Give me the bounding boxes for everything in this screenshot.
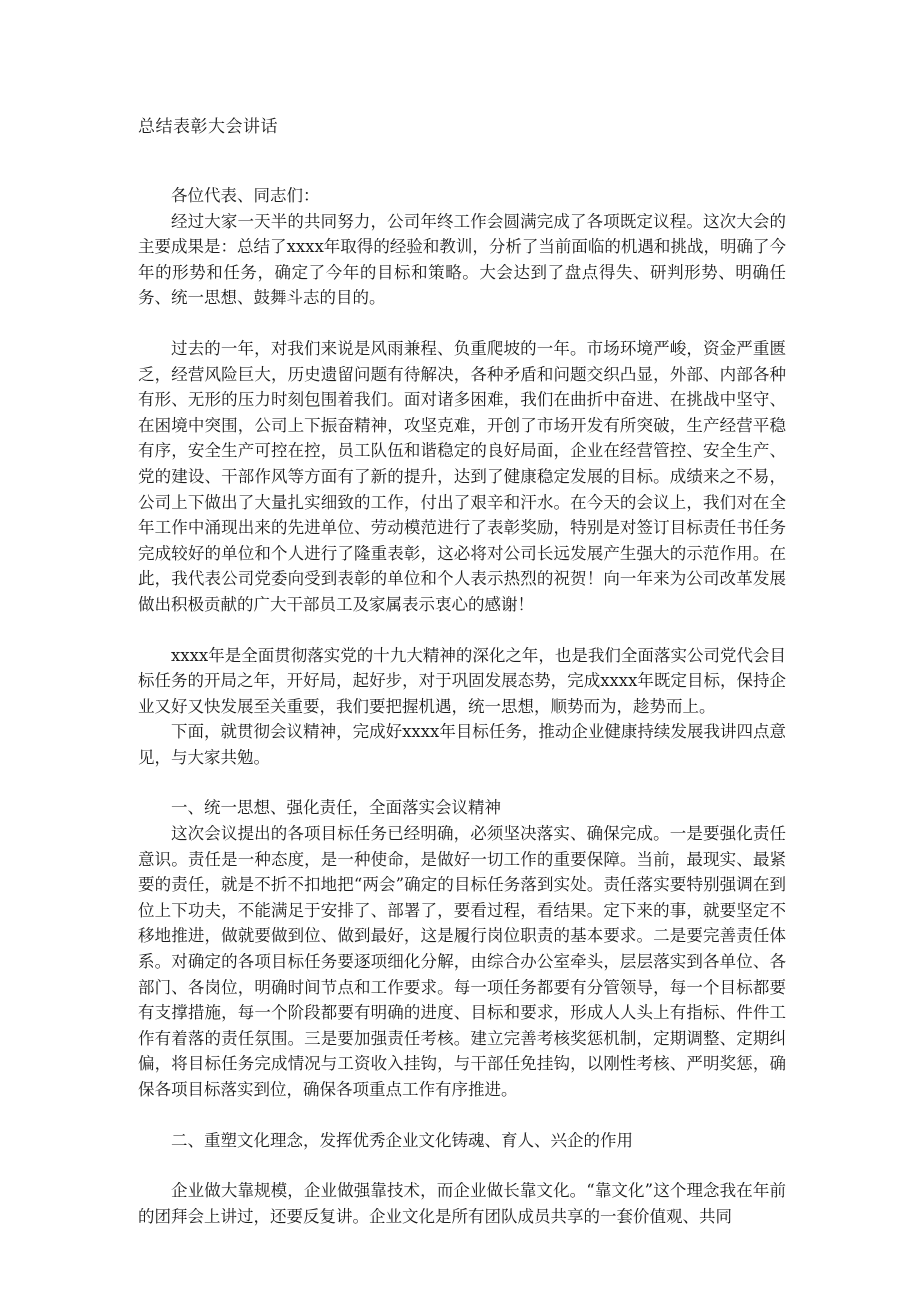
paragraph-opening: 经过大家一天半的共同努力，公司年终工作会圆满完成了各项既定议程。这次大会的主要成果是：总结了xxxx年取得的经验和教训，分析了当前面临的机遇和挑战，明确了今年的形势和任务，确定了今年的目标和策略。大会达到了盘点得失、研判形势、明确任务、统一思想、鼓舞斗志的目的。 (138, 211, 786, 308)
document-body (138, 183, 786, 1229)
salutation: 各位代表、同志们： (171, 186, 320, 205)
paragraph-intro-points: 下面，就贯彻会议精神，完成好xxxx年目标任务，推动企业健康持续发展我讲四点意见，与大家共勉。 (138, 722, 786, 767)
section-heading-2: 二、重塑文化理念，发挥优秀企业文化铸魂、育人、兴企的作用 (171, 1130, 633, 1150)
paragraph-section-1: 这次会议提出的各项目标任务已经明确，必须坚决落实、确保完成。一是要强化责任意识。责任是一种态度，是一种使命，是做好一切工作的重要保障。当前，最现实、最紧要的责任，就是不折不扣地把“两会”确定的目标任务落到实处。责任落实要特别强调在到位上下功夫，不能满足于安排了、部署了，要看过程，看结果。定下来的事，就要坚定不移地推进，做就要做到位、做到最好，这是履行岗位职责的基本要求。二是要完善责任体系。对确定的各项目标任务要逐项细化分解，由综合办公室牵头，层层落实到各单位、各部门、各岗位，明确时间节点和工作要求。每一项任务都要有分管领导，每一个目标都要有支撑措施，每一个阶段都要有明确的进度、目标和要求，形成人人头上有指标、件件工作有着落的责任氛围。三是要加强责任考核。建立完善考核奖惩机制，定期调整、定期纠偏，将目标任务完成情况与工资收入挂钩，与干部任免挂钩，以刚性考核、严明奖惩，确保各项目标落实到位，确保各项重点工作有序推进。 (138, 824, 786, 1099)
document-title: 总结表彰大会讲话 (138, 117, 278, 137)
paragraph-section-2: 企业做大靠规模，企业做强靠技术，而企业做长靠文化。“靠文化”这个理念我在年前的团拜会上讲过，还要反复讲。企业文化是所有团队成员共享的一套价值观、共同 (138, 1181, 786, 1226)
paragraph-review: 过去的一年，对我们来说是风雨兼程、负重爬坡的一年。市场环境严峻，资金严重匮乏，经营风险巨大，历史遗留问题有待解决，各种矛盾和问题交织凸显，外部、内部各种有形、无形的压力时刻包围着我们。面对诸多困难，我们在曲折中奋进、在挑战中坚守、在困境中突围，公司上下振奋精神，攻坚克难，开创了市场开发有所突破，生产经营平稳有序，安全生产可控在控，员工队伍和谐稳定的良好局面，企业在经营管控、安全生产、党的建设、干部作风等方面有了新的提升，达到了健康稳定发展的目标。成绩来之不易，公司上下做出了大量扎实细致的工作，付出了艰辛和汗水。在今天的会议上，我们对在全年工作中涌现出来的先进单位、劳动模范进行了表彰奖励，特别是对签订目标责任书任务完成较好的单位和个人进行了隆重表彰，这必将对公司长远发展产生强大的示范作用。在此，我代表公司党委向受到表彰的单位和个人表示热烈的祝贺！向一年来为公司改革发展做出积极贡献的广大干部员工及家属表示衷心的感谢！ (138, 338, 786, 614)
section-heading-1: 一、统一思想、强化责任，全面落实会议精神 (171, 798, 501, 818)
paragraph-outlook: xxxx年是全面贯彻落实党的十九大精神的深化之年，也是我们全面落实公司党代会目标任务的开局之年，开好局，起好步，对于巩固发展态势，完成xxxx年既定目标，保持企业又好又快发展至关重要，我们要把握机遇，统一思想，顺势而为，趁势而上。 (138, 645, 786, 716)
